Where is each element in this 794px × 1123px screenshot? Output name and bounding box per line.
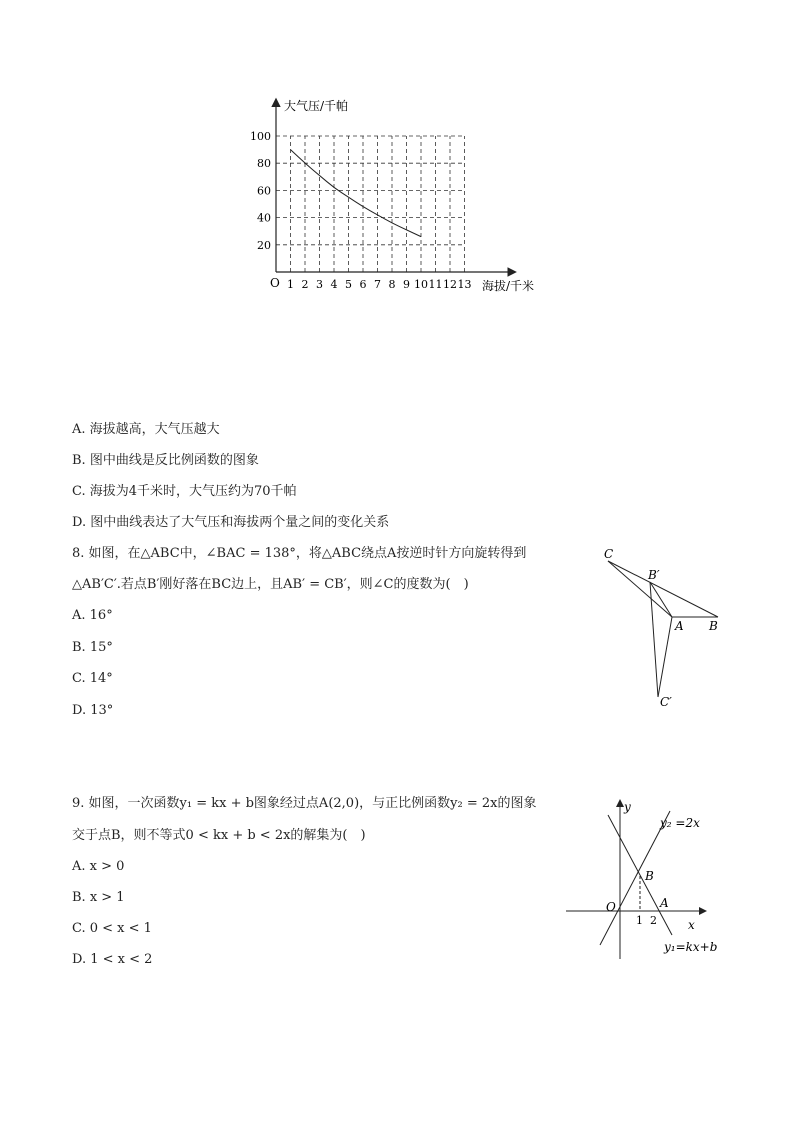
q9-option-d: D. 1 < x < 2 xyxy=(72,952,153,967)
tick-label-2: 2 xyxy=(650,914,657,927)
q8-triangle-figure xyxy=(596,544,726,718)
q8-option-a: A. 16° xyxy=(72,608,113,623)
x-tick-label-10: 10 xyxy=(414,278,428,291)
segment-ab-prime xyxy=(650,582,672,617)
y-axis-label: 大气压/千帕 xyxy=(284,99,349,113)
q9-stem-line2: 交于点B，则不等式0 < kx + b < 2x的解集为( ) xyxy=(72,828,366,843)
x-tick-label-7: 7 xyxy=(374,278,381,291)
q7-option-b: B. 图中曲线是反比例函数的图象 xyxy=(72,453,259,468)
segment-b-prime-c-prime xyxy=(650,582,658,697)
q9-option-b: B. x > 1 xyxy=(72,890,125,905)
label-x-axis: x xyxy=(688,918,695,932)
y-tick-label-60: 60 xyxy=(257,184,271,198)
label-b: B xyxy=(709,619,718,633)
segment-c-prime-a xyxy=(658,617,672,697)
chart-svg xyxy=(240,92,560,302)
y-tick-label-100: 100 xyxy=(250,130,271,143)
label-a: A xyxy=(660,896,669,910)
q7-option-d: D. 图中曲线表达了大气压和海拔两个量之间的变化关系 xyxy=(72,515,390,530)
label-b-prime: B′ xyxy=(648,568,660,582)
x-tick-label-8: 8 xyxy=(388,278,396,291)
x-tick-label-3: 3 xyxy=(316,278,323,291)
q9-option-c: C. 0 < x < 1 xyxy=(72,921,152,936)
x-tick-label-2: 2 xyxy=(301,278,309,291)
q8-option-b: B. 15° xyxy=(72,640,113,655)
label-y-axis: y xyxy=(624,800,631,814)
chart-ticks xyxy=(250,130,472,291)
q8-option-d: D. 13° xyxy=(72,703,114,718)
label-y1: y₁=kx+b xyxy=(664,940,718,954)
chart-grid xyxy=(276,136,465,272)
q8-option-c: C. 14° xyxy=(72,671,113,686)
x-tick-label-1: 1 xyxy=(287,278,294,291)
q7-option-a: A. 海拔越高，大气压越大 xyxy=(72,422,220,437)
pressure-curve xyxy=(291,150,422,237)
label-y2: y₂ =2x xyxy=(660,816,700,830)
label-origin: O xyxy=(606,900,616,914)
y-tick-label-20: 20 xyxy=(257,238,271,252)
q9-stem-line1: 9. 如图，一次函数y₁ = kx + b图象经过点A(2,0)，与正比例函数y₂ = 2x的图象 xyxy=(72,796,537,811)
pressure-altitude-chart xyxy=(240,92,560,302)
x-tick-label-9: 9 xyxy=(403,278,410,291)
q8-stem-line1: 8. 如图，在△ABC中，∠BAC = 138°，将△ABC绕点A按逆时针方向旋转得到 xyxy=(72,546,527,561)
x-axis-label: 海拔/千米 xyxy=(482,279,535,293)
q7-option-c: C. 海拔为4千米时，大气压约为70千帕 xyxy=(72,484,297,499)
label-c: C xyxy=(604,547,614,561)
y-tick-label-40: 40 xyxy=(257,211,271,225)
label-c-prime: C′ xyxy=(660,695,672,709)
q9-figure-svg xyxy=(560,795,730,965)
x-tick-label-6: 6 xyxy=(359,278,367,291)
q9-graph-figure xyxy=(560,795,730,969)
label-b: B xyxy=(645,869,654,883)
x-tick-label-5: 5 xyxy=(345,278,352,291)
q8-stem-line2: △AB′C′.若点B′刚好落在BC边上，且AB′ = CB′，则∠C的度数为( ) xyxy=(72,577,469,592)
q8-figure-svg xyxy=(596,544,726,714)
x-tick-label-13: 13 xyxy=(457,278,472,291)
x-tick-label-4: 4 xyxy=(330,278,338,291)
line-y2 xyxy=(600,811,670,945)
x-tick-label-11: 11 xyxy=(428,278,443,291)
origin-label: O xyxy=(270,276,280,290)
x-tick-label-12: 12 xyxy=(443,278,457,291)
q9-option-a: A. x > 0 xyxy=(72,859,125,874)
label-a: A xyxy=(675,619,684,633)
y-tick-label-80: 80 xyxy=(257,157,271,171)
tick-label-1: 1 xyxy=(636,914,643,927)
